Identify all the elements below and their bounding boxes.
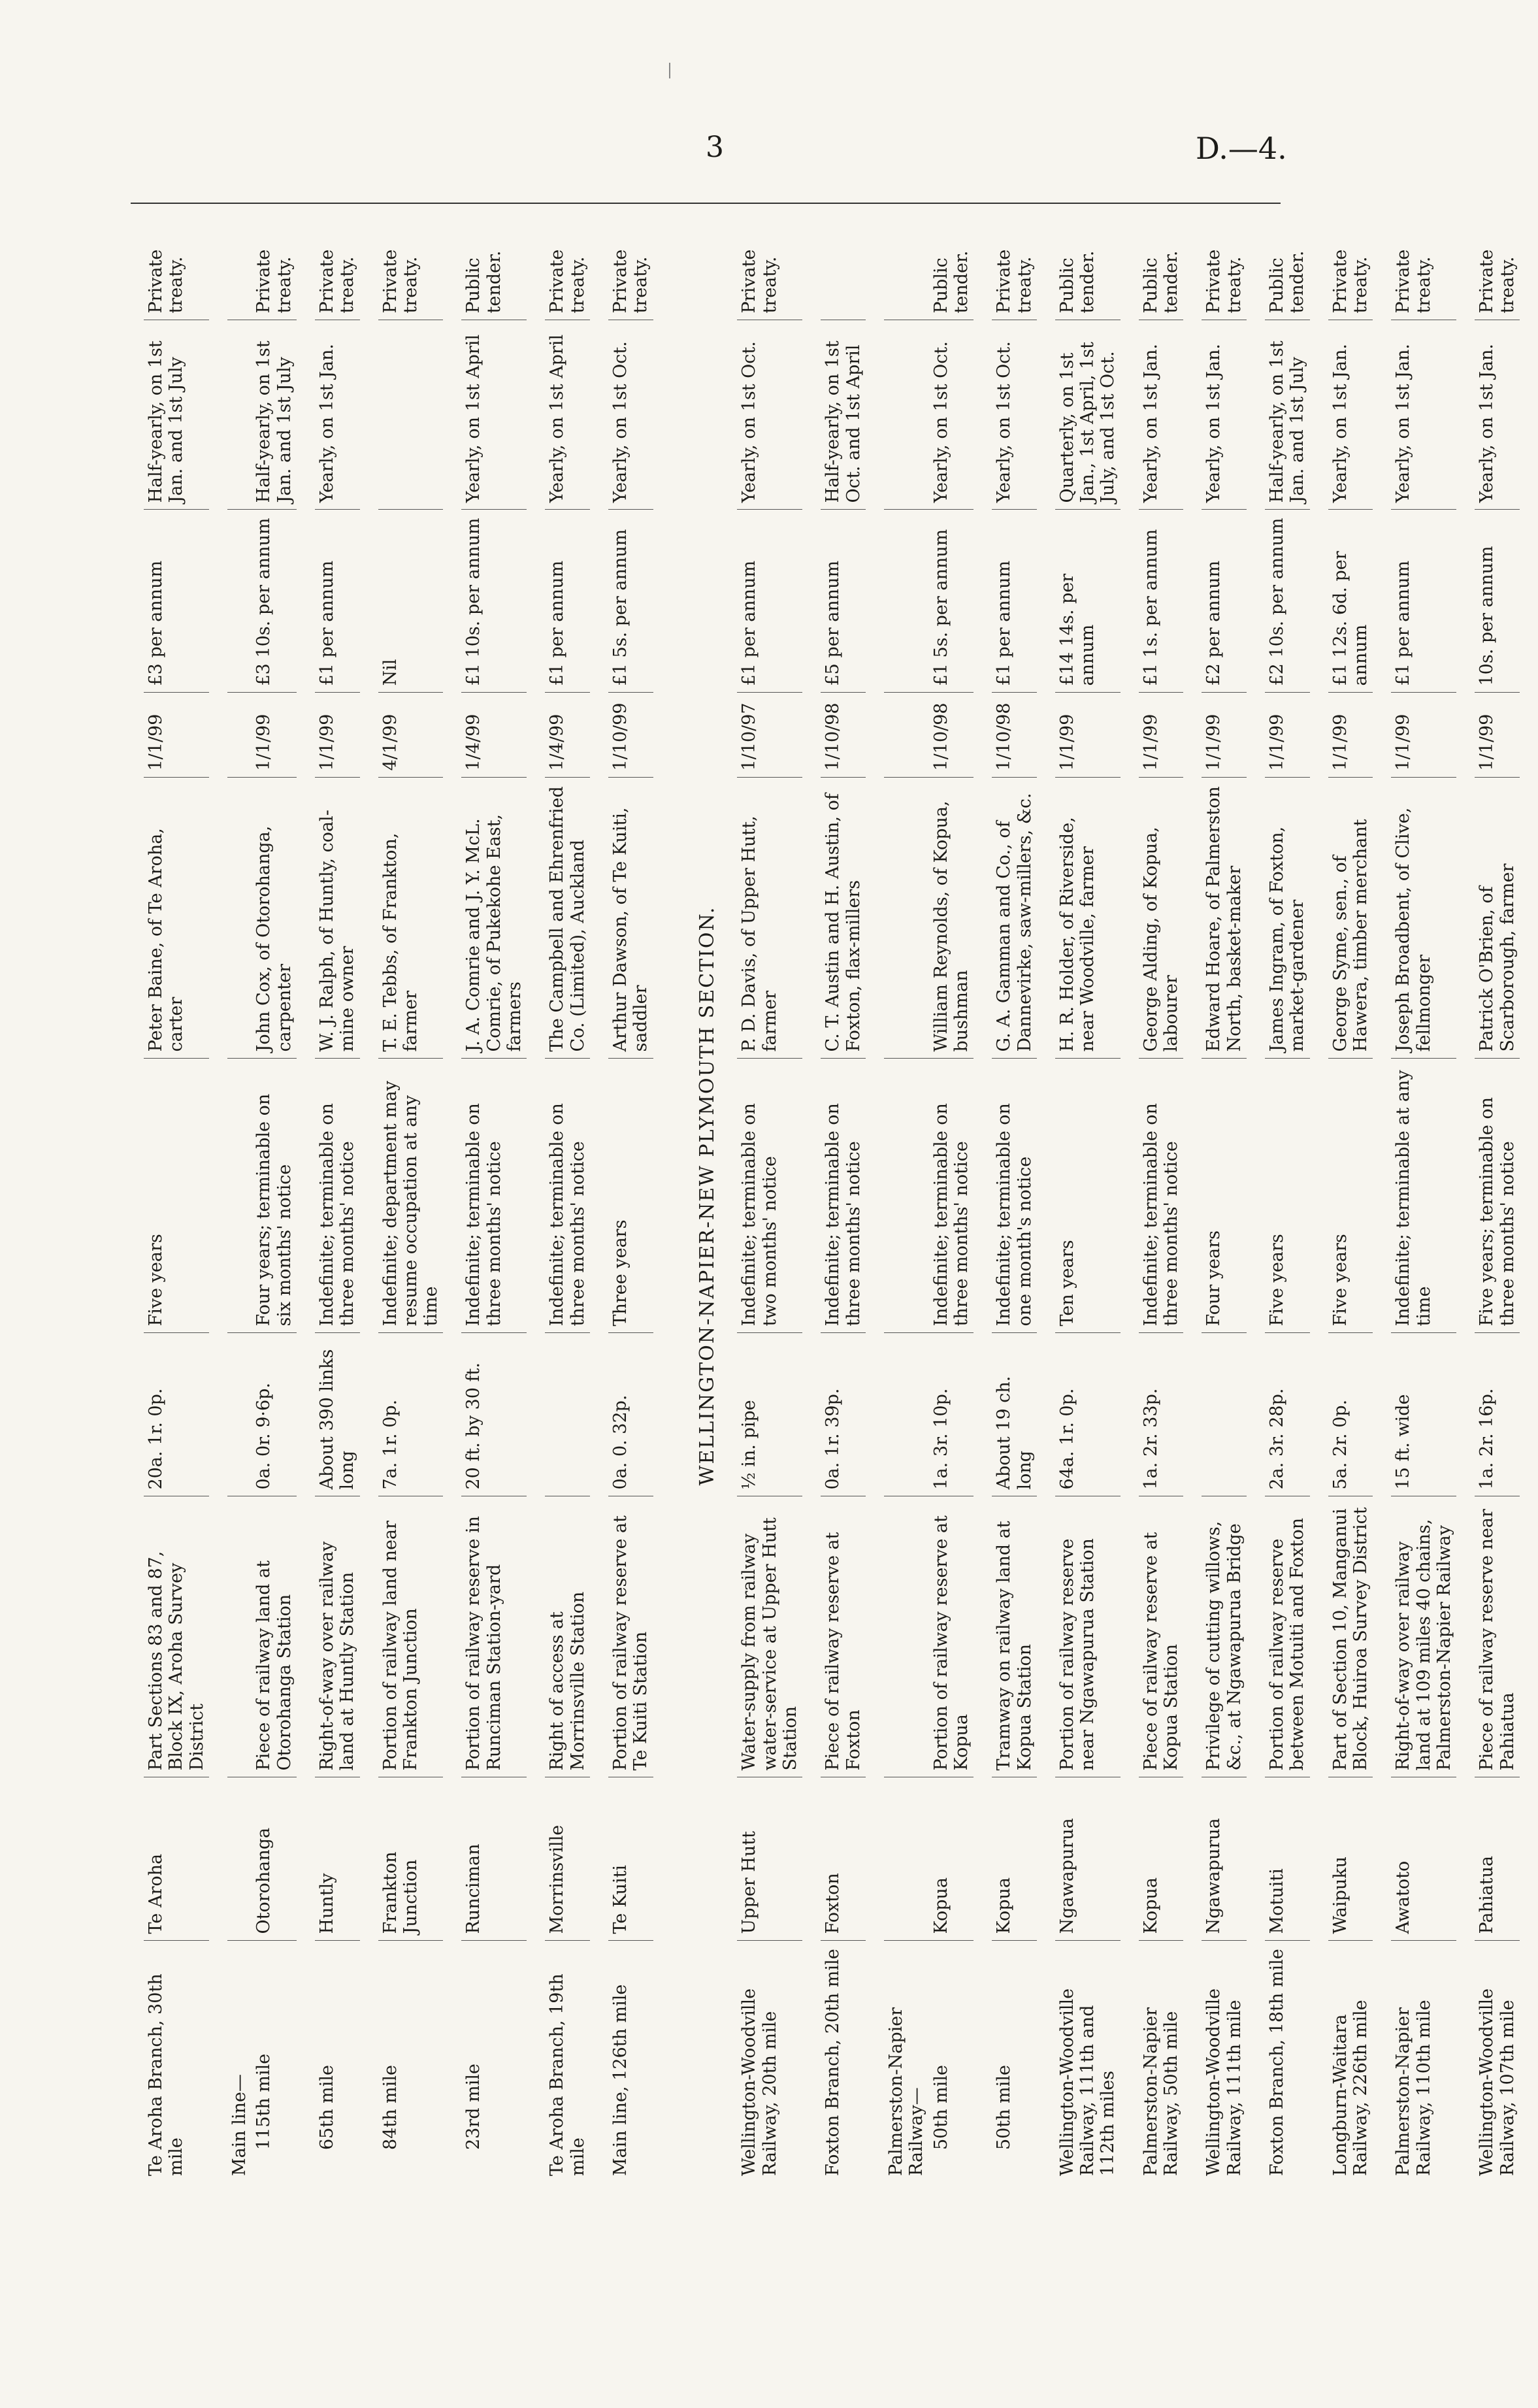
spacer-cell: [1037, 209, 1055, 2183]
station-cell: Huntly: [315, 1777, 360, 1941]
area-cell: About 390 links long: [315, 1333, 360, 1496]
line-cell: Palmerston-Napier Railway—: [885, 2007, 927, 2176]
row-spacer: [1456, 209, 1475, 2183]
rent-cell: £5 per annum: [821, 510, 866, 693]
rent-cell: [884, 510, 929, 693]
lessee-cell: W. J. Ralph, of Huntly, coal-mine owner: [315, 778, 360, 1059]
station-cell: Ngawapurua: [1055, 1777, 1121, 1941]
spacer-cell: [1121, 209, 1139, 2183]
line-cell: 84th mile: [380, 2064, 401, 2150]
term-cell: Five years: [1265, 1059, 1310, 1333]
area-cell: 5a. 2r. 0p.: [1328, 1333, 1373, 1496]
payment-cell: Half-yearly, on 1st Jan. and 1st July: [252, 320, 297, 510]
table-body-group-1: [144, 209, 672, 2183]
station-cell: [227, 1777, 252, 1941]
page-number: 3: [706, 131, 724, 164]
term-cell: Indefinite; terminable on two months' notice: [737, 1059, 802, 1333]
rent-cell: £1 per annum: [992, 510, 1037, 693]
lessee-cell: [884, 778, 929, 1059]
description-cell: Part of Section 10, Manganui Block, Huiroa Survey District: [1328, 1496, 1373, 1777]
row-spacer: [802, 209, 821, 2183]
line-cell: Foxton Branch, 18th mile: [1267, 1949, 1288, 2176]
area-cell: 0a. 0r. 9·6p.: [252, 1333, 297, 1496]
lessee-cell: James Ingram, of Foxton, market-gardener: [1265, 778, 1310, 1059]
lessee-cell: William Reynolds, of Kopua, bushman: [929, 778, 974, 1059]
method-cell: Public tender.: [1265, 209, 1310, 320]
line-cell: 65th mile: [316, 2064, 337, 2150]
date-cell: 1/1/99: [1055, 693, 1121, 778]
payment-cell: Yearly, on 1st Oct.: [608, 320, 653, 510]
area-cell: 1a. 2r. 16p.: [1475, 1333, 1520, 1496]
rent-cell: £1 per annum: [737, 510, 802, 693]
row-spacer: [297, 209, 315, 2183]
description-cell: Piece of railway reserve at Foxton: [821, 1496, 866, 1777]
row-spacer: [866, 209, 884, 2183]
station-cell: [884, 1777, 929, 1941]
date-cell: 1/1/99: [315, 693, 360, 778]
description-cell: Right-of-way over railway land at Huntly Station: [315, 1496, 360, 1777]
line-cell: Te Aroha Branch, 30th mile: [146, 1973, 187, 2176]
description-cell: Right-of-way over railway land at 109 miles 40 chains, Palmerston-Napier Railway: [1391, 1496, 1456, 1777]
rent-cell: £1 10s. per annum: [461, 510, 527, 693]
date-cell: 1/1/99: [252, 693, 297, 778]
payment-cell: Yearly, on 1st Jan.: [1139, 320, 1184, 510]
method-cell: Public tender.: [929, 209, 974, 320]
description-cell: Right of access at Morrinsville Station: [545, 1496, 590, 1777]
lessee-cell: The Campbell and Ehrenfried Co. (Limited), Auckland: [545, 778, 590, 1059]
method-cell: Private treaty.: [378, 209, 444, 320]
rotated-table-wrapper: [144, 209, 1518, 2183]
date-cell: 1/1/99: [1475, 693, 1520, 778]
term-cell: Indefinite; terminable on three months' notice: [315, 1059, 360, 1333]
document-reference: D.—4.: [1196, 131, 1287, 166]
date-cell: [884, 693, 929, 778]
spacer-cell: [802, 209, 821, 2183]
line-cell: 115th mile: [254, 2053, 274, 2150]
area-cell: 2a. 3r. 28p.: [1265, 1333, 1310, 1496]
station-cell: Foxton: [821, 1777, 866, 1941]
table-row: [315, 209, 360, 2183]
station-cell: Kopua: [1139, 1777, 1184, 1941]
table-row: [144, 209, 209, 2183]
area-cell: [227, 1333, 252, 1496]
station-cell: Otorohanga: [252, 1777, 297, 1941]
lessee-cell: Joseph Broadbent, of Clive, fellmonger: [1391, 778, 1456, 1059]
method-cell: Public tender.: [461, 209, 527, 320]
payment-cell: Half-yearly, on 1st Jan. and 1st July: [144, 320, 209, 510]
method-cell: [227, 209, 252, 320]
station-cell: Awatoto: [1391, 1777, 1456, 1941]
payment-cell: Yearly, on 1st Oct.: [929, 320, 974, 510]
row-spacer: [590, 209, 608, 2183]
description-cell: Tramway on railway land at Kopua Station: [992, 1496, 1037, 1777]
term-cell: Five years; terminable on three months' notice: [1475, 1059, 1520, 1333]
rent-cell: [227, 510, 252, 693]
margin-mark: [669, 63, 670, 78]
lessee-cell: P. D. Davis, of Upper Hutt, farmer: [737, 778, 802, 1059]
station-cell: Kopua: [929, 1777, 974, 1941]
row-spacer: [1373, 209, 1391, 2183]
term-cell: Indefinite; terminable on three months' notice: [1139, 1059, 1184, 1333]
method-cell: Private treaty.: [1202, 209, 1247, 320]
date-cell: 1/1/99: [1202, 693, 1247, 778]
term-cell: Indefinite; terminable at any time: [1391, 1059, 1456, 1333]
leases-table: [144, 209, 1538, 2183]
term-cell: Indefinite; department may resume occupation at any time: [378, 1059, 444, 1333]
spacer-cell: [974, 209, 992, 2183]
lessee-cell: George Alding, of Kopua, labourer: [1139, 778, 1184, 1059]
table-row: [1202, 209, 1247, 2183]
area-cell: 20a. 1r. 0p.: [144, 1333, 209, 1496]
term-cell: Five years: [1328, 1059, 1373, 1333]
table-row: [821, 209, 866, 2183]
lessee-cell: [227, 778, 252, 1059]
method-cell: Private treaty.: [608, 209, 653, 320]
row-spacer: [1247, 209, 1265, 2183]
section-row: [672, 209, 738, 2183]
spacer-cell: [1520, 209, 1538, 2183]
spacer-cell: [1373, 209, 1391, 2183]
date-cell: 1/4/99: [461, 693, 527, 778]
method-cell: [884, 209, 929, 320]
description-cell: Portion of railway reserve at Kopua: [929, 1496, 974, 1777]
payment-cell: Yearly, on 1st Jan.: [1391, 320, 1456, 510]
description-cell: Portion of railway reserve in Runciman Station-yard: [461, 1496, 527, 1777]
payment-cell: Half-yearly, on 1st Oct. and 1st April: [821, 320, 866, 510]
lessee-cell: George Syme, sen., of Hawera, timber merchant: [1328, 778, 1373, 1059]
payment-cell: [378, 320, 444, 510]
section-title: WELLINGTON-NAPIER-NEW PLYMOUTH SECTION.: [695, 906, 719, 1486]
table-row: [1475, 209, 1520, 2183]
method-cell: Private treaty.: [144, 209, 209, 320]
station-cell: Frankton Junction: [378, 1777, 444, 1941]
date-cell: [227, 693, 252, 778]
station-cell: Pahiatua: [1475, 1777, 1520, 1941]
row-spacer: [1520, 209, 1538, 2183]
method-cell: Private treaty.: [1475, 209, 1520, 320]
method-cell: Public tender.: [1139, 209, 1184, 320]
table-row: [1139, 209, 1184, 2183]
date-cell: 1/10/97: [737, 693, 802, 778]
term-cell: Five years: [144, 1059, 209, 1333]
method-cell: Private treaty.: [545, 209, 590, 320]
description-cell: [884, 1496, 929, 1777]
spacer-cell: [443, 209, 461, 2183]
line-cell: 50th mile: [994, 2064, 1015, 2150]
payment-cell: Yearly, on 1st April: [461, 320, 527, 510]
term-cell: Indefinite; terminable on three months' notice: [821, 1059, 866, 1333]
row-spacer: [974, 209, 992, 2183]
description-cell: Portion of railway reserve at Te Kuiti Station: [608, 1496, 653, 1777]
spacer-cell: [527, 209, 545, 2183]
area-cell: 20 ft. by 30 ft.: [461, 1333, 527, 1496]
lessee-cell: H. R. Holder, of Riverside, near Woodville, farmer: [1055, 778, 1121, 1059]
payment-cell: Yearly, on 1st Jan.: [1328, 320, 1373, 510]
term-cell: Four years: [1202, 1059, 1247, 1333]
date-cell: 1/10/98: [992, 693, 1037, 778]
table-row: [227, 209, 252, 2183]
term-cell: Indefinite; terminable on three months' notice: [929, 1059, 974, 1333]
table-row: [737, 209, 802, 2183]
method-cell: Public tender.: [1055, 209, 1121, 320]
table-row: [929, 209, 974, 2183]
station-cell: Waipuku: [1328, 1777, 1373, 1941]
rent-cell: £1 5s. per annum: [929, 510, 974, 693]
rent-cell: £2 10s. per annum: [1265, 510, 1310, 693]
spacer-cell: [209, 209, 227, 2183]
rent-cell: Nil: [378, 510, 444, 693]
rent-cell: £1 12s. 6d. per annum: [1328, 510, 1373, 693]
line-cell: Longburn-Waitara Railway, 226th mile: [1330, 2000, 1371, 2176]
payment-cell: Yearly, on 1st Jan.: [1202, 320, 1247, 510]
rent-cell: £1 per annum: [315, 510, 360, 693]
area-cell: 0a. 0. 32p.: [608, 1333, 653, 1496]
spacer-cell: [1456, 209, 1475, 2183]
description-cell: Part Sections 83 and 87, Block IX, Aroha Survey District: [144, 1496, 209, 1777]
date-cell: 1/1/99: [1328, 693, 1373, 778]
description-cell: Piece of railway reserve at Kopua Station: [1139, 1496, 1184, 1777]
lessee-cell: G. A. Gamman and Co., of Dannevirke, saw-millers, &c.: [992, 778, 1037, 1059]
rent-cell: 10s. per annum: [1475, 510, 1520, 693]
line-cell: Palmerston-Napier Railway, 50th mile: [1140, 2007, 1182, 2176]
lessee-cell: Peter Baine, of Te Aroha, carter: [144, 778, 209, 1059]
table-body-group-2: [737, 209, 1537, 2183]
payment-cell: Yearly, on 1st Oct.: [992, 320, 1037, 510]
area-cell: 64a. 1r. 0p.: [1055, 1333, 1121, 1496]
date-cell: 1/1/99: [1265, 693, 1310, 778]
line-cell: Main line—: [229, 2074, 250, 2176]
table-row: [461, 209, 527, 2183]
station-cell: Motuiti: [1265, 1777, 1310, 1941]
header-rule: [131, 203, 1281, 204]
payment-cell: Yearly, on 1st April: [545, 320, 590, 510]
table-row: [1328, 209, 1373, 2183]
lessee-cell: Edward Hoare, of Palmerston North, basket-maker: [1202, 778, 1247, 1059]
term-cell: Indefinite; terminable on three months' notice: [461, 1059, 527, 1333]
rent-cell: £1 per annum: [545, 510, 590, 693]
line-cell: Foxton Branch, 20th mile: [823, 1949, 843, 2176]
table-row: [252, 209, 297, 2183]
date-cell: 1/10/98: [929, 693, 974, 778]
lessee-cell: John Cox, of Otorohanga, carpenter: [252, 778, 297, 1059]
line-cell: Wellington-Woodville Railway, 20th mile: [739, 1988, 780, 2176]
line-cell: Wellington-Woodville Railway, 111th mile: [1203, 1988, 1245, 2176]
spacer-cell: [866, 209, 884, 2183]
description-cell: Piece of railway land at Otorohanga Station: [252, 1496, 297, 1777]
station-cell: Te Kuiti: [608, 1777, 653, 1941]
payment-cell: [884, 320, 929, 510]
line-cell: 50th mile: [930, 2064, 951, 2150]
date-cell: 1/10/99: [608, 693, 653, 778]
table-row: [884, 209, 929, 2183]
description-cell: Portion of railway reserve near Ngawapurua Station: [1055, 1496, 1121, 1777]
spacer-cell: [1183, 209, 1202, 2183]
term-cell: Indefinite; terminable on one month's notice: [992, 1059, 1037, 1333]
table-row: [1391, 209, 1456, 2183]
station-cell: Morrinsville: [545, 1777, 590, 1941]
station-cell: Ngawapurua: [1202, 1777, 1247, 1941]
rent-cell: £2 per annum: [1202, 510, 1247, 693]
rent-cell: £1 1s. per annum: [1139, 510, 1184, 693]
row-spacer: [1310, 209, 1328, 2183]
spacer-cell: [590, 209, 608, 2183]
row-spacer: [1037, 209, 1055, 2183]
date-cell: 1/10/98: [821, 693, 866, 778]
row-spacer: [360, 209, 378, 2183]
rent-cell: £3 per annum: [144, 510, 209, 693]
rent-cell: £1 5s. per annum: [608, 510, 653, 693]
description-cell: Privilege of cutting willows, &c., at Ngawapurua Bridge: [1202, 1496, 1247, 1777]
table-row: [608, 209, 653, 2183]
date-cell: 1/1/99: [144, 693, 209, 778]
lessee-cell: Patrick O'Brien, of Scarborough, farmer: [1475, 778, 1520, 1059]
area-cell: [1202, 1333, 1247, 1496]
description-cell: Piece of railway reserve near Pahiatua: [1475, 1496, 1520, 1777]
term-cell: [884, 1059, 929, 1333]
term-cell: Indefinite; terminable on three months' notice: [545, 1059, 590, 1333]
station-cell: Kopua: [992, 1777, 1037, 1941]
date-cell: 4/1/99: [378, 693, 444, 778]
table-row: [378, 209, 444, 2183]
table-row: [992, 209, 1037, 2183]
spacer-cell: [653, 209, 672, 2183]
spacer-cell: [1310, 209, 1328, 2183]
line-cell: Main line, 126th mile: [610, 1984, 630, 2176]
line-cell: 23rd mile: [463, 2064, 484, 2150]
area-cell: 1a. 2r. 33p.: [1139, 1333, 1184, 1496]
station-cell: Runciman: [461, 1777, 527, 1941]
table-row: [1055, 209, 1121, 2183]
row-spacer: [1121, 209, 1139, 2183]
row-spacer: [443, 209, 461, 2183]
table-row: [545, 209, 590, 2183]
method-cell: Private treaty.: [252, 209, 297, 320]
rent-cell: £1 per annum: [1391, 510, 1456, 693]
lessee-cell: Arthur Dawson, of Te Kuiti, saddler: [608, 778, 653, 1059]
description-cell: Portion of railway reserve between Motuiti and Foxton: [1265, 1496, 1310, 1777]
row-spacer: [1183, 209, 1202, 2183]
description-cell: Portion of railway land near Frankton Junction: [378, 1496, 444, 1777]
description-cell: [227, 1496, 252, 1777]
method-cell: Private treaty.: [737, 209, 802, 320]
station-cell: Te Aroha: [144, 1777, 209, 1941]
line-cell: Te Aroha Branch, 19th mile: [547, 1973, 588, 2176]
spacer-cell: [360, 209, 378, 2183]
table-row: [1265, 209, 1310, 2183]
payment-cell: [227, 320, 252, 510]
payment-cell: Yearly, on 1st Jan.: [315, 320, 360, 510]
date-cell: 1/1/99: [1391, 693, 1456, 778]
term-cell: Four years; terminable on six months' notice: [252, 1059, 297, 1333]
method-cell: Private treaty.: [315, 209, 360, 320]
rent-cell: £3 10s. per annum: [252, 510, 297, 693]
area-cell: 0a. 1r. 39p.: [821, 1333, 866, 1496]
area-cell: [545, 1333, 590, 1496]
method-cell: Private treaty.: [1391, 209, 1456, 320]
spacer-cell: [1247, 209, 1265, 2183]
payment-cell: Half-yearly, on 1st Jan. and 1st July: [1265, 320, 1310, 510]
date-cell: 1/4/99: [545, 693, 590, 778]
lessee-cell: C. T. Austin and H. Austin, of Foxton, flax-millers: [821, 778, 866, 1059]
line-cell: Palmerston-Napier Railway, 110th mile: [1393, 2000, 1434, 2176]
term-cell: [227, 1059, 252, 1333]
area-cell: 1a. 3r. 10p.: [929, 1333, 974, 1496]
area-cell: About 19 ch. long: [992, 1333, 1037, 1496]
area-cell: 15 ft. wide: [1391, 1333, 1456, 1496]
payment-cell: Yearly, on 1st Jan.: [1475, 320, 1520, 510]
term-cell: Three years: [608, 1059, 653, 1333]
row-spacer: [527, 209, 545, 2183]
rent-cell: £14 14s. per annum: [1055, 510, 1121, 693]
spacer-cell: [297, 209, 315, 2183]
station-cell: Upper Hutt: [737, 1777, 802, 1941]
lessee-cell: J. A. Comrie and J. Y. McL. Comrie, of Pukekohe East, farmers: [461, 778, 527, 1059]
row-spacer: [209, 209, 227, 2183]
area-cell: ½ in. pipe: [737, 1333, 802, 1496]
lessee-cell: T. E. Tebbs, of Frankton, farmer: [378, 778, 444, 1059]
description-cell: Water-supply from railway water-service at Upper Hutt Station: [737, 1496, 802, 1777]
row-spacer: [653, 209, 672, 2183]
method-cell: Private treaty.: [1328, 209, 1373, 320]
date-cell: 1/1/99: [1139, 693, 1184, 778]
payment-cell: Yearly, on 1st Oct.: [737, 320, 802, 510]
method-cell: [821, 209, 866, 320]
area-cell: 7a. 1r. 0p.: [378, 1333, 444, 1496]
line-cell: Wellington-Woodville Railway, 107th mile: [1477, 1988, 1518, 2176]
payment-cell: Quarterly, on 1st Jan., 1st April, 1st July, and 1st Oct.: [1055, 320, 1121, 510]
line-cell: Wellington-Woodville Railway, 111th and 112th miles: [1056, 1988, 1119, 2176]
term-cell: Ten years: [1055, 1059, 1121, 1333]
area-cell: [884, 1333, 929, 1496]
method-cell: Private treaty.: [992, 209, 1037, 320]
